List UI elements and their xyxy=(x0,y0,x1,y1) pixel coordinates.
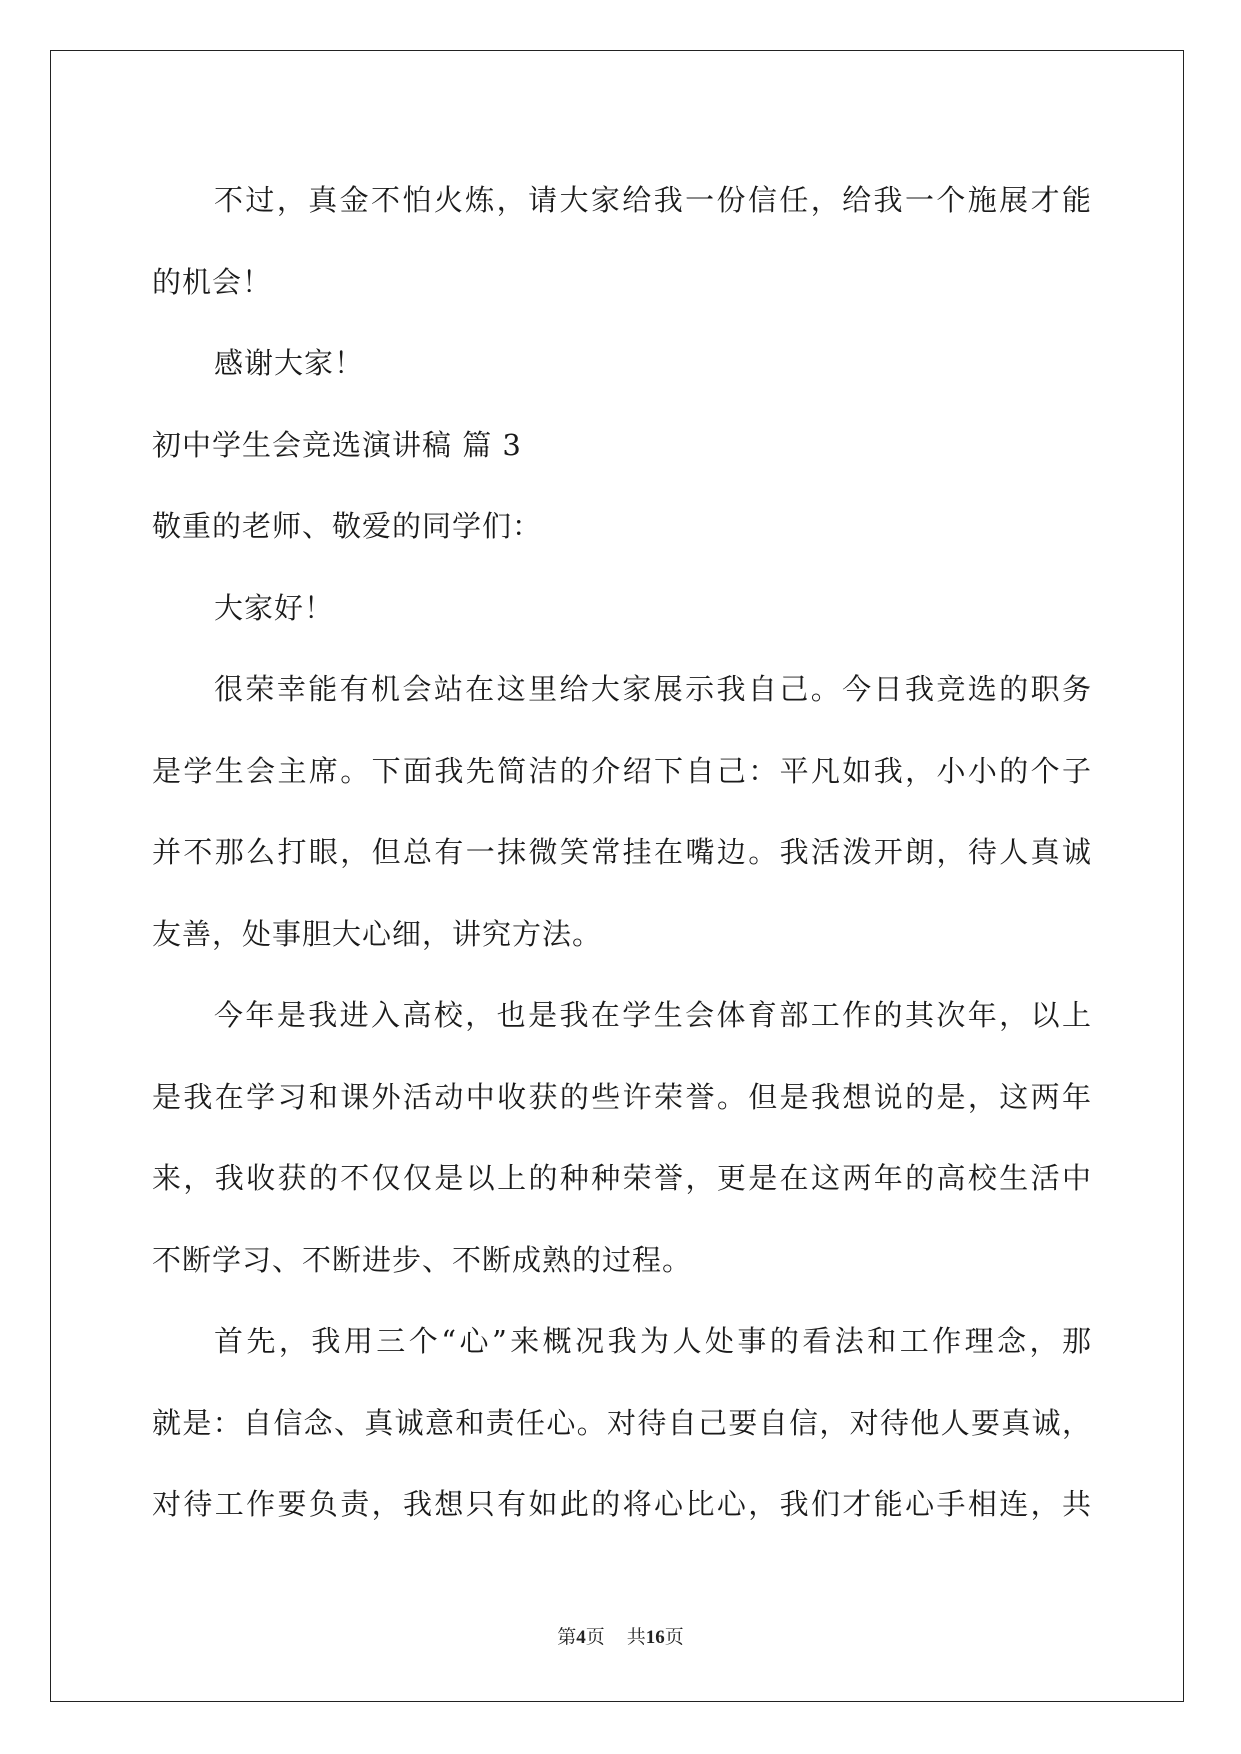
document-body xyxy=(152,160,1092,1546)
text-line: 来，我收获的不仅仅是以上的种种荣誉，更是在这两年的高校生活中 xyxy=(152,1161,1092,1195)
text-line: 就是：自信念、真诚意和责任心。对待自己要自信，对待他人要真诚， xyxy=(152,1405,1092,1440)
page-number: 4 xyxy=(576,1627,586,1648)
text-line: 并不那么打眼，但总有一抹微笑常挂在嘴边。我活泼开朗，待人真诚 xyxy=(152,835,1092,869)
text-line: 是学生会主席。下面我先简洁的介绍下自己：平凡如我，小小的个子 xyxy=(152,753,1092,788)
text-line: 大家好！ xyxy=(214,590,335,625)
text-line: 感谢大家！ xyxy=(214,346,365,380)
text-line: 的机会！ xyxy=(152,264,273,299)
text-line: 不过，真金不怕火炼，请大家给我一份信任，给我一个施展才能 xyxy=(214,183,1092,217)
text-line: 是我在学习和课外活动中收获的些许荣誉。但是我想说的是，这两年 xyxy=(152,1079,1092,1114)
text-line: 友善，处事胆大心细，讲究方法。 xyxy=(152,916,603,951)
total-prefix: 共 xyxy=(626,1627,646,1648)
total-suffix: 页 xyxy=(664,1627,684,1648)
text-line: 很荣幸能有机会站在这里给大家展示我自己。今日我竞选的职务 xyxy=(214,672,1092,706)
salutation: 敬重的老师、敬爱的同学们： xyxy=(152,509,543,543)
page-suffix: 页 xyxy=(585,1627,605,1648)
page-prefix: 第 xyxy=(557,1627,577,1648)
text-line: 对待工作要负责，我想只有如此的将心比心，我们才能心手相连，共 xyxy=(152,1487,1092,1521)
text-line: 首先，我用三个“心”来概况我为人处事的看法和工作理念，那 xyxy=(214,1324,1092,1358)
total-pages: 16 xyxy=(645,1627,665,1648)
text-line: 今年是我进入高校，也是我在学生会体育部工作的其次年，以上 xyxy=(214,998,1092,1032)
section-heading: 初中学生会竞选演讲稿 篇 3 xyxy=(152,427,522,462)
text-line: 不断学习、不断进步、不断成熟的过程。 xyxy=(152,1242,693,1277)
page-footer xyxy=(0,1622,1241,1649)
